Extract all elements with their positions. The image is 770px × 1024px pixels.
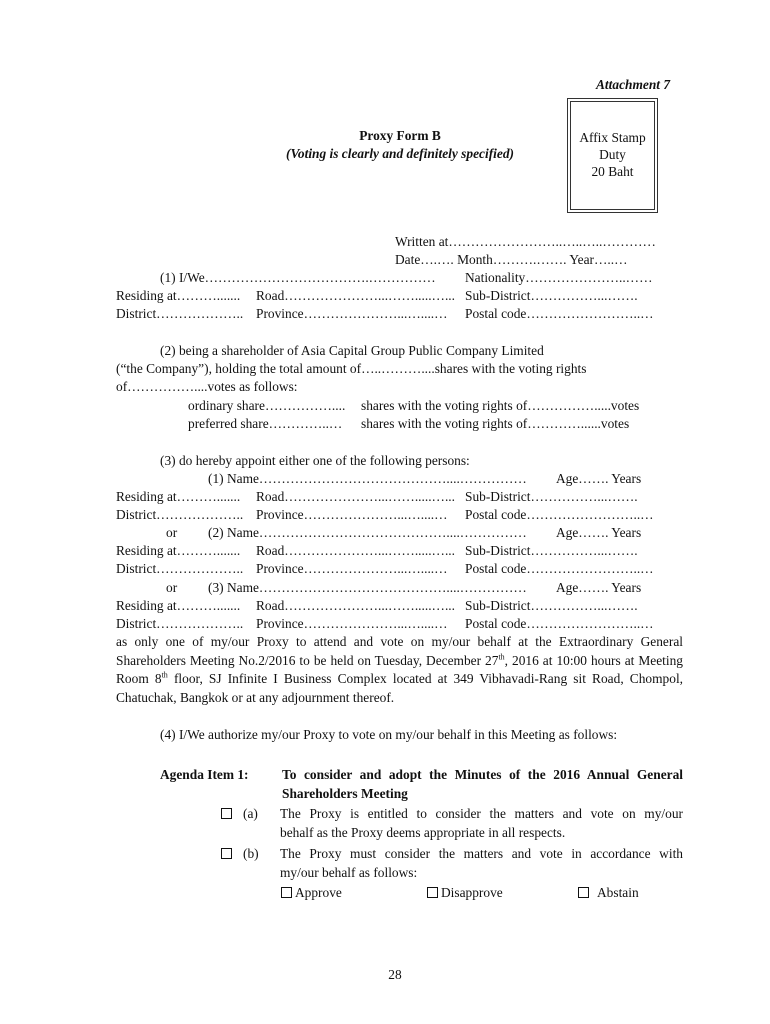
option-b-label: (b): [243, 846, 259, 861]
authorize-statement: (4) I/We authorize my/our Proxy to vote on my/our behalf in this Meeting as follows:: [160, 727, 618, 742]
ordinary-votes-field[interactable]: shares with the voting rights of…………….....votes: [361, 398, 640, 413]
shareholder-name-field[interactable]: (1) I/We……………………………….……………: [160, 270, 436, 285]
road-field[interactable]: Road…………………...…….....…...: [256, 288, 455, 303]
superscript-th-1: th: [498, 652, 505, 662]
proxy-2-road-field[interactable]: Road…………………...…….....…...: [256, 543, 455, 558]
ordinary-share-field[interactable]: ordinary share……………....: [188, 398, 346, 413]
approve-label: Approve: [295, 885, 342, 900]
proxy-2-name-field[interactable]: (2) Name……………………………………....……………: [208, 525, 527, 540]
proxy-2-district-field[interactable]: District………………..: [116, 561, 244, 576]
option-a-label: (a): [243, 806, 258, 821]
stamp-line-2: Duty: [599, 147, 626, 162]
appoint-statement: (3) do hereby appoint either one of the following persons:: [160, 453, 470, 468]
stamp-line-1: Affix Stamp: [579, 130, 646, 145]
or-label-1: or: [166, 525, 178, 540]
disapprove-label: Disapprove: [441, 885, 503, 900]
date-field[interactable]: Date….…. Month……….……. Year…..…: [395, 252, 628, 267]
stamp-line-3: 20 Baht: [591, 164, 634, 179]
proxy-3-postal-field[interactable]: Postal code……………………..…: [465, 616, 654, 631]
option-b-text-line-2: my/our behalf as follows:: [280, 865, 418, 880]
meeting-paragraph: [116, 633, 683, 707]
proxy-1-residing-field[interactable]: Residing at……….......: [116, 489, 241, 504]
proxy-1-postal-field[interactable]: Postal code……………………..…: [465, 507, 654, 522]
shares-amount-field[interactable]: (“the Company”), holding the total amount of…..………....shares with the voting rights: [116, 361, 587, 376]
proxy-1-age-field[interactable]: Age……. Years: [556, 471, 642, 486]
attachment-label: Attachment 7: [596, 77, 671, 92]
proxy-2-postal-field[interactable]: Postal code……………………..…: [465, 561, 654, 576]
approve-checkbox[interactable]: [281, 887, 292, 898]
proxy-1-name-field[interactable]: (1) Name……………………………………....……………: [208, 471, 527, 486]
stamp-box: [567, 98, 658, 213]
agenda-item-title: To consider and adopt the Minutes of the 2016 Annual General: [282, 767, 683, 782]
proxy-1-district-field[interactable]: District………………..: [116, 507, 244, 522]
option-b-text: The Proxy must consider the matters and vote in accordance with: [280, 846, 683, 861]
postal-code-field[interactable]: Postal code……………………..…: [465, 306, 654, 321]
page-number: 28: [388, 967, 402, 982]
option-a-checkbox[interactable]: [221, 808, 232, 819]
province-field[interactable]: Province…………………...…....…: [256, 306, 448, 321]
proxy-2-residing-field[interactable]: Residing at……….......: [116, 543, 241, 558]
proxy-2-province-field[interactable]: Province…………………...…....…: [256, 561, 448, 576]
proxy-3-age-field[interactable]: Age……. Years: [556, 580, 642, 595]
meeting-text-1: as only one of my/our Proxy to attend and vote on my/our behalf at the Extraordinary General Shareholders Meeting No.2/2016 to be held on Tuesday, December 27: [116, 634, 683, 668]
meeting-text-2: , 2016 at 10:00 hours at Meeting Room 8: [116, 652, 683, 686]
disapprove-checkbox[interactable]: [427, 887, 438, 898]
agenda-item-title-line-2: Shareholders Meeting: [282, 786, 408, 801]
meeting-text-3: floor, SJ Infinite I Business Complex located at 349 Vibhavadi-Rang sit Road, Chompol, Chatuchak, Bangkok or at any adjournment thereof.: [116, 671, 684, 705]
proxy-2-age-field[interactable]: Age……. Years: [556, 525, 642, 540]
proxy-1-province-field[interactable]: Province…………………...…....…: [256, 507, 448, 522]
proxy-1-road-field[interactable]: Road…………………...…….....…...: [256, 489, 455, 504]
proxy-3-name-field[interactable]: (3) Name……………………………………....……………: [208, 580, 527, 595]
proxy-3-residing-field[interactable]: Residing at……….......: [116, 598, 241, 613]
agenda-item-label: Agenda Item 1:: [160, 767, 249, 782]
shareholder-statement: (2) being a shareholder of Asia Capital Group Public Company Limited: [160, 343, 544, 358]
proxy-3-district-field[interactable]: District………………..: [116, 616, 244, 631]
proxy-1-sub-district-field[interactable]: Sub-District……………...…….: [465, 489, 638, 504]
abstain-label: Abstain: [597, 885, 639, 900]
written-at-field[interactable]: Written at……………………..…..…..…………: [395, 234, 656, 249]
proxy-3-sub-district-field[interactable]: Sub-District……………...…….: [465, 598, 638, 613]
option-b-checkbox[interactable]: [221, 848, 232, 859]
preferred-share-field[interactable]: preferred share…………..…: [188, 416, 343, 431]
preferred-votes-field[interactable]: shares with the voting rights of…………......votes: [361, 416, 630, 431]
or-label-2: or: [166, 580, 178, 595]
nationality-field[interactable]: Nationality…………………..……: [465, 270, 653, 285]
form-title: Proxy Form B: [359, 128, 441, 143]
superscript-th-2: th: [161, 670, 168, 680]
proxy-3-road-field[interactable]: Road…………………...…….....…...: [256, 598, 455, 613]
option-a-text: The Proxy is entitled to consider the matters and vote on my/our: [280, 806, 683, 821]
votes-field[interactable]: of……………....votes as follows:: [116, 379, 298, 394]
abstain-checkbox[interactable]: [578, 887, 589, 898]
form-subtitle: (Voting is clearly and definitely specified): [286, 146, 514, 161]
district-field[interactable]: District………………..: [116, 306, 244, 321]
residing-field[interactable]: Residing at……….......: [116, 288, 241, 303]
option-a-text-line-2: behalf as the Proxy deems appropriate in all respects.: [280, 825, 566, 840]
proxy-3-province-field[interactable]: Province…………………...…....…: [256, 616, 448, 631]
sub-district-field[interactable]: Sub-District……………...…….: [465, 288, 638, 303]
proxy-2-sub-district-field[interactable]: Sub-District……………...…….: [465, 543, 638, 558]
